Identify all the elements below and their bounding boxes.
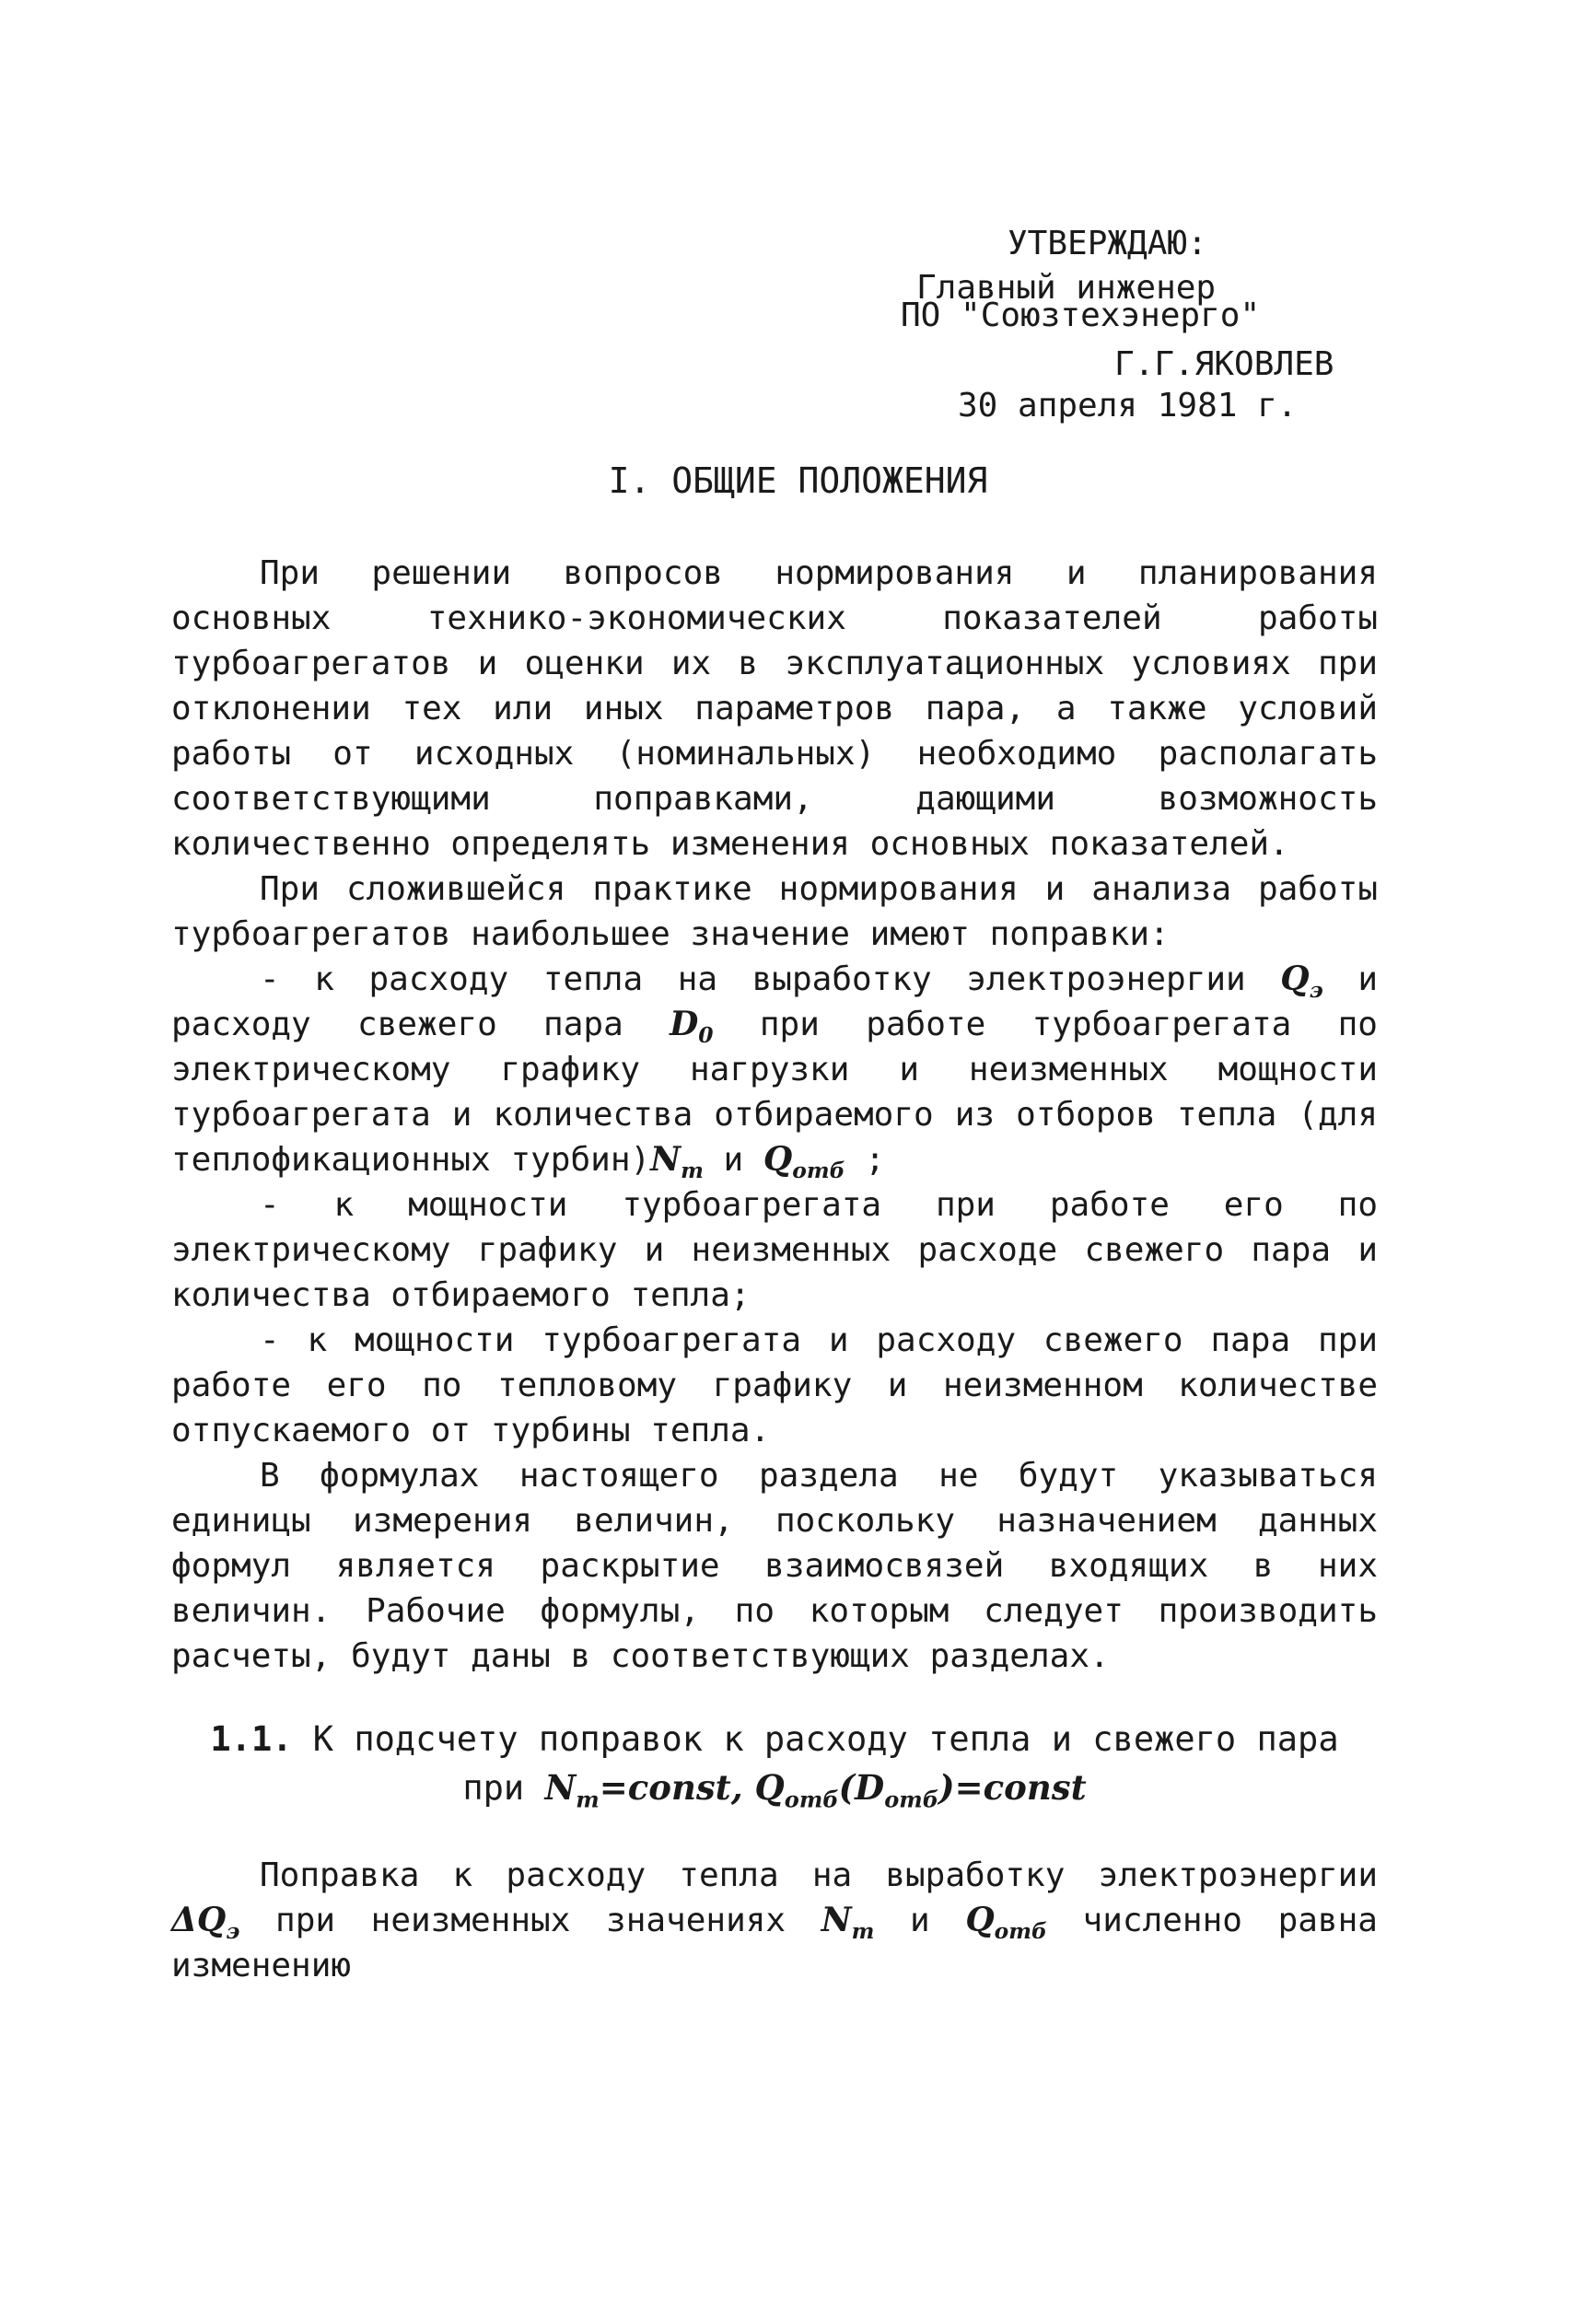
formula-subsection-conditions: $N_т=const$, $Q_{отб}(D_{отб})=const$	[544, 1767, 1087, 1813]
paragraph-4-text-b: при неизменных значениях	[275, 1902, 786, 1939]
list-item-1-text-d: и	[723, 1141, 744, 1179]
list-item-1-text-c: при работе турбоагрегата по электрическому графику нагрузки и неизменных мощности турбоагрегата и количества отбираемого из отборов тепла (для теплофикационных турбин)	[171, 1006, 1378, 1179]
list-item-2: - к мощности турбоагрегата при работе его по электрическому графику и неизменных расходе свежего пара и количества отбираемого тепла;	[171, 1186, 1378, 1314]
formula-Q-e: $Q_э$	[1280, 960, 1323, 1004]
paragraph-3: В формулах настоящего раздела не будут указываться единицы измерения величин, поскольку назначением данных формул является раскрытие взаимосвязей входящих в них величин. Рабочие формулы, по которым следует производить расчеты, будут даны в соответствующих разделах.	[171, 1457, 1378, 1675]
subsection-title-line-1	[171, 1716, 1378, 1763]
section-title: I. ОБЩИЕ ПОЛОЖЕНИЯ	[608, 460, 988, 501]
subsection-title-prefix: при	[462, 1768, 525, 1808]
paragraph-4-text-c: и	[910, 1902, 930, 1939]
formula-D-0: $D_0$	[670, 1005, 714, 1049]
document-body	[171, 551, 1378, 1988]
paragraph-1: При решении вопросов нормирования и планирования основных технико-экономических показателей работы турбоагрегатов и оценки их в эксплуатационных условиях при отклонении тех или иных параметров пара, а также условий работы от исходных (номинальных) необходимо располагать соответствующими поправками, дающими возможность количественно определять изменения основных показателей.	[171, 554, 1378, 863]
approval-date: 30 апреля 1981 г.	[958, 387, 1298, 425]
paragraph-4-text-d: численно равна изменению	[171, 1902, 1378, 1984]
list-item-1-text-b: и расходу свежего пара	[171, 960, 1378, 1043]
approval-position: Главный инженер	[916, 269, 1217, 307]
paragraph-4	[171, 1853, 1378, 1988]
subsection-number: 1.1.	[210, 1719, 293, 1759]
subsection-title	[171, 1716, 1378, 1812]
approval-signatory: Г.Г.ЯКОВЛЕВ	[1114, 345, 1334, 383]
formula-Q-otb: $Q_{отб}$	[763, 1140, 845, 1184]
paragraph-4-text-a: Поправка к расходу тепла на выработку электроэнергии	[260, 1856, 1378, 1894]
formula-delta-Q-e: $\Delta Q_э$	[171, 1901, 240, 1945]
formula-N-T: $N_т$	[650, 1140, 704, 1184]
subsection-title-line-2	[171, 1763, 1378, 1812]
formula-N-T-2: $N_т$	[821, 1901, 875, 1945]
list-item-3: - к мощности турбоагрегата и расходу свежего пара при работе его по тепловому графику и неизменном количестве отпускаемого от турбины тепла.	[171, 1321, 1378, 1449]
approval-block	[0, 0, 1596, 460]
formula-Q-otb-2: $Q_{отб}$	[965, 1901, 1047, 1945]
subsection-title-text: К подсчету поправок к расходу тепла и свежего пара	[312, 1719, 1339, 1759]
approval-organization: ПО "Союзтехэнерго"	[901, 297, 1261, 334]
paragraph-2: При сложившейся практике нормирования и анализа работы турбоагрегатов наибольшее значение имеют поправки:	[171, 870, 1378, 953]
list-item-1-text-a: - к расходу тепла на выработку электроэнергии	[260, 960, 1246, 998]
approval-stamp: УТВЕРЖДАЮ:	[1008, 225, 1207, 262]
list-item-1	[171, 957, 1378, 1182]
list-item-1-text-e: ;	[865, 1141, 885, 1179]
